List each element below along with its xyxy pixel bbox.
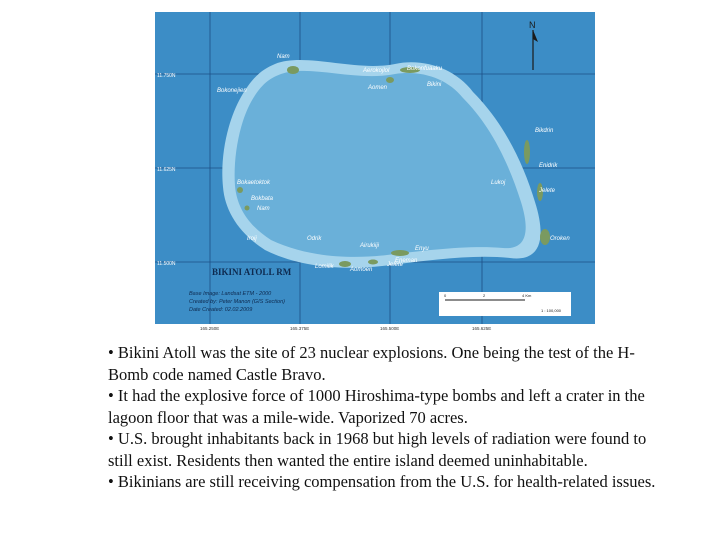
place-label: Aerokojlol	[363, 68, 390, 74]
bullet-item: • Bikinians are still receiving compensation from the U.S. for health-related issues.	[108, 472, 656, 491]
place-label: Nam	[257, 206, 270, 212]
place-label: Odrik	[307, 236, 322, 242]
lon-label: 165.250E	[200, 326, 220, 331]
north-label: N	[529, 20, 536, 30]
island	[540, 229, 550, 245]
place-label: Lukoj	[491, 180, 506, 186]
place-label: Aomen	[368, 85, 388, 91]
scale-label: 0	[444, 293, 447, 298]
place-label: Lomilik	[315, 264, 334, 270]
place-label: Enidrik	[539, 163, 558, 169]
map-title: BIKINI ATOLL RM	[212, 267, 292, 277]
place-label: Jelete	[387, 262, 404, 268]
place-label: Bikdrin	[535, 128, 554, 134]
map-credit-line: Created by: Peter Manon (GIS Section)	[189, 299, 285, 305]
lon-label: 165.625E	[472, 326, 492, 331]
place-label: Bikini	[427, 82, 442, 88]
scale-label: 4 Km	[522, 293, 532, 298]
scale-bar	[439, 292, 571, 316]
place-label: Bokonfuaaku	[407, 66, 443, 72]
island	[245, 206, 250, 211]
place-label: Enyu	[415, 246, 429, 252]
bullet-item: • U.S. brought inhabitants back in 1968 but high levels of radiation were found to still exist. Residents then wanted the entire island deemed uninhabitable.	[108, 429, 647, 470]
place-label: Nam	[277, 54, 290, 60]
island	[368, 260, 378, 265]
map-credit-line: Base Image: Landsat ETM - 2000	[189, 291, 272, 297]
lat-label: 11.500N	[157, 261, 176, 267]
island	[237, 187, 243, 193]
place-label: Jelete	[539, 188, 556, 194]
island	[391, 250, 409, 256]
lat-label: 11.750N	[157, 73, 176, 79]
place-label: Bokbata	[251, 196, 274, 202]
scale-label: 2	[483, 293, 486, 298]
bottom-frame	[155, 324, 595, 332]
island	[386, 77, 394, 83]
island	[524, 140, 530, 164]
bullet-item: • Bikini Atoll was the site of 23 nuclear explosions. One being the test of the H-Bomb code named Castle Bravo.	[108, 343, 635, 384]
bullet-list	[108, 342, 668, 493]
place-label: Bokaetoktok	[237, 180, 271, 186]
map-canvas	[155, 12, 595, 332]
lon-label: 165.500E	[380, 326, 400, 331]
lat-label: 11.625N	[157, 167, 176, 173]
place-label: Aomoen	[350, 267, 373, 273]
map-credit-line: Date Created: 02.02.2009	[189, 307, 253, 313]
island	[287, 66, 299, 74]
place-label: Eneman	[395, 258, 418, 264]
lon-label: 165.375E	[290, 326, 310, 331]
place-label: Oroken	[550, 236, 570, 242]
place-label: Iroij	[247, 236, 257, 242]
place-label: Airukiiji	[360, 243, 380, 249]
place-label: Bokonejien	[217, 88, 247, 94]
scale-ratio: 1 : 100,000	[541, 308, 562, 313]
atoll-map	[155, 12, 595, 332]
bullet-item: • It had the explosive force of 1000 Hiroshima-type bombs and left a crater in the lagoon floor that was a mile-wide. Vaporized 70 acres.	[108, 386, 645, 427]
